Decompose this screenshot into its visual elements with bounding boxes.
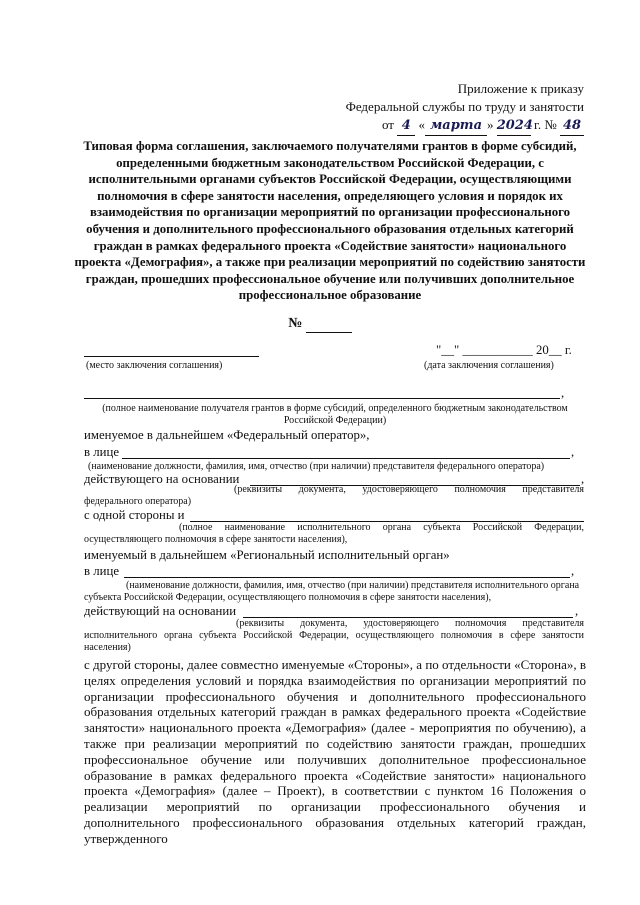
agreement-number	[0, 316, 640, 333]
order-year: 2024	[497, 117, 531, 136]
fo-doc-caption: (реквизиты документа, удостоверяющего полномочия представителя федерального оператора)	[84, 484, 584, 507]
order-day: 4	[397, 117, 415, 136]
place-caption: (место заключения соглашения)	[86, 360, 223, 371]
ro-doc-caption: (реквизиты документа, удостоверяющего полномочия представителя исполнительного органа субъекта Российской Федерации, осуществляющего полномочия в сфере занятости населения)	[84, 618, 584, 653]
fo-rep-line	[122, 458, 570, 459]
place-line	[84, 356, 259, 357]
acting-basis-label: действующего на основании	[84, 472, 240, 486]
appendix-label: Приложение к приказу	[457, 81, 584, 96]
in-person-label-2: в лице	[84, 564, 120, 578]
date-template: "__" ___________ 20__ г.	[436, 343, 572, 357]
one-side-label: с одной стороны и	[84, 508, 185, 522]
body-paragraph: с другой стороны, далее совместно именуемые «Стороны», а по отдельности «Сторона», в целях определения условий и порядка взаимодействия по организации мероприятий по организации профессионального обучения и дополнительного профессионального образования отдельных категорий граждан в рамках федерального проекта «Содействие занятости» национального проекта «Демография» (далее - мероприятия по обучению), а также при реализации мероприятий по содействию занятости граждан, прошедших профессиональное обучение или получивших дополнительное профессиональное образование в рамках федерального проекта «Содействие занятости» национального проекта «Демография» (далее – Проект), в соответствии с пунктом 16 Положения о реализации мероприятий по организации профессионального обучения и дополнительного профессионального образования отдельных категорий граждан, утвержденного	[84, 657, 586, 846]
ro-rep-caption: (наименование должности, фамилия, имя, отчество (при наличии) представителя исполнительного органа субъекта Российской Федерации, осуществляющего полномочия в сфере занятости населения),	[84, 580, 580, 603]
document-title: Типовая форма соглашения, заключаемого получателями грантов в форме субсидий, определенными бюджетным законодательством Российской Федерации, с исполнительными органами субъектов Российской Федерации, осуществляющими полномочия в сфере занятости населения, определяющего условия и порядок их взаимодействия по организации мероприятий по организации профессионального обучения и дополнительного профессионального образования отдельных категорий граждан в рамках федерального проекта «Содействие занятости» национального проекта «Демография», а также при реализации мероприятий по содействию занятости граждан, прошедших профессиональное обучение или получивших дополнительное профессиональное образование	[74, 139, 586, 303]
date-caption: (дата заключения соглашения)	[424, 360, 554, 371]
acting-basis-label-2: действующий на основании	[84, 604, 237, 618]
order-month: марта	[425, 117, 487, 136]
recipient-caption: (полное наименование получателя грантов в форме субсидий, определенного бюджетным законодательством Российской Федерации)	[102, 403, 568, 426]
organ-caption: (полное наименование исполнительного органа субъекта Российской Федерации, осуществляющего полномочия в сфере занятости населения),	[84, 522, 584, 545]
order-date-line: от 4 « марта » 2024 г. № 48	[382, 116, 584, 136]
regional-organ-text: именуемый в дальнейшем «Региональный исполнительный орган»	[84, 548, 450, 562]
agency-label: Федеральной службы по труду и занятости	[345, 99, 584, 114]
from-label: от	[381, 117, 394, 132]
year-suffix: г. №	[533, 117, 557, 132]
fo-rep-caption: (наименование должности, фамилия, имя, отчество (при наличии) представителя федерального оператора)	[88, 461, 545, 472]
federal-operator-text: именуемое в дальнейшем «Федеральный оператор»,	[84, 428, 370, 442]
in-person-label: в лице	[84, 445, 120, 459]
recipient-line	[84, 398, 560, 399]
order-number: 48	[560, 117, 584, 136]
agreement-body	[84, 657, 586, 847]
ro-rep-line	[124, 577, 570, 578]
number-sign: №	[288, 316, 303, 331]
